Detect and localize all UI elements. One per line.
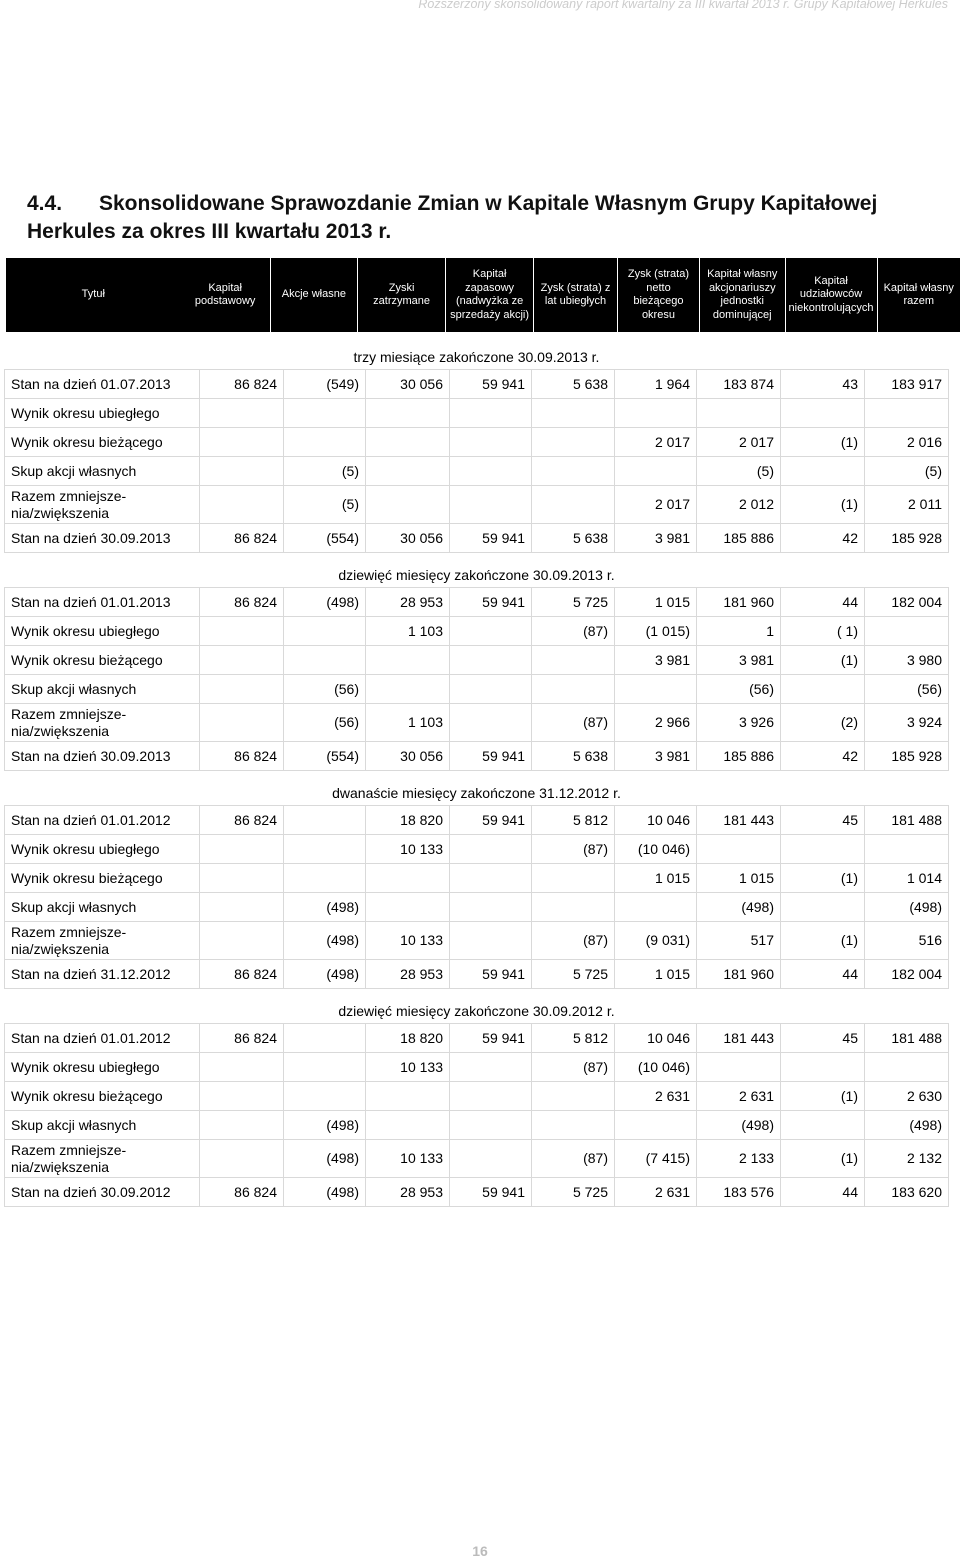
table-cell: 86 824 <box>200 960 284 989</box>
row-label: Skup akcji własnych <box>5 1111 200 1140</box>
table-cell <box>450 617 532 646</box>
row-label: Stan na dzień 30.09.2013 <box>5 524 200 553</box>
column-header-10: Kapitał własny razem <box>877 258 960 332</box>
section-title-text: Skonsolidowane Sprawozdanie Zmian w Kapitale Własnym Grupy Kapitałowej Herkules za okres III kwartału 2013 r. <box>27 192 878 243</box>
period-caption-row <box>5 553 949 588</box>
table-cell <box>781 835 865 864</box>
table-cell: (5) <box>697 457 781 486</box>
table-cell <box>450 864 532 893</box>
table-cell: 1 015 <box>615 864 697 893</box>
row-label: Wynik okresu bieżącego <box>5 864 200 893</box>
table-cell: (1) <box>781 1082 865 1111</box>
table-cell: 42 <box>781 742 865 771</box>
table-cell: 5 812 <box>532 1024 615 1053</box>
table-cell: 1 964 <box>615 370 697 399</box>
table-cell <box>284 399 366 428</box>
table-cell: 18 820 <box>366 806 450 835</box>
table-cell: 28 953 <box>366 960 450 989</box>
table-cell <box>200 864 284 893</box>
row-label: Stan na dzień 01.01.2012 <box>5 806 200 835</box>
row-label: Skup akcji własnych <box>5 893 200 922</box>
table-cell: 181 960 <box>697 960 781 989</box>
table-cell: 10 046 <box>615 1024 697 1053</box>
table-cell <box>284 806 366 835</box>
table-cell <box>697 399 781 428</box>
table-cell <box>450 399 532 428</box>
table-cell: 2 017 <box>697 428 781 457</box>
table-cell: (498) <box>697 1111 781 1140</box>
table-cell: 183 917 <box>865 370 949 399</box>
column-header-row <box>6 258 960 332</box>
row-label: Wynik okresu ubiegłego <box>5 399 200 428</box>
table-cell: 10 133 <box>366 835 450 864</box>
table-cell: 5 725 <box>532 1178 615 1207</box>
table-cell <box>532 1111 615 1140</box>
table-cell <box>450 675 532 704</box>
table-cell: (498) <box>284 922 366 960</box>
equity-changes-table <box>4 335 949 1207</box>
period-caption: dwanaście miesięcy zakończone 31.12.2012 r. <box>332 785 621 801</box>
table-cell: 2 011 <box>865 486 949 524</box>
table-cell: 59 941 <box>450 806 532 835</box>
table-cell <box>200 835 284 864</box>
table-cell: (10 046) <box>615 1053 697 1082</box>
row-label: Skup akcji własnych <box>5 457 200 486</box>
period-caption-row <box>5 989 949 1024</box>
table-cell: (56) <box>697 675 781 704</box>
table-cell <box>366 1111 450 1140</box>
table-cell: (1) <box>781 428 865 457</box>
table-cell: 185 928 <box>865 742 949 771</box>
table-cell: 10 133 <box>366 1140 450 1178</box>
table-row <box>5 617 949 646</box>
column-header-2: Kapitał podstawowy <box>181 258 271 332</box>
table-cell: 44 <box>781 960 865 989</box>
column-header-1: Tytuł <box>6 258 181 332</box>
running-header: Rozszerzony skonsolidowany raport kwartalny za III kwartał 2013 r. Grupy Kapitałowej Herkules <box>418 0 948 11</box>
table-cell: 2 017 <box>615 486 697 524</box>
table-cell <box>532 864 615 893</box>
table-cell: 86 824 <box>200 1024 284 1053</box>
table-cell <box>615 399 697 428</box>
table-row <box>5 1140 949 1178</box>
table-cell <box>200 646 284 675</box>
table-cell: (87) <box>532 1140 615 1178</box>
table-cell <box>366 486 450 524</box>
table-cell <box>284 646 366 675</box>
table-cell: (554) <box>284 524 366 553</box>
table-cell: 1 103 <box>366 704 450 742</box>
table-cell: 185 886 <box>697 524 781 553</box>
table-cell <box>450 428 532 457</box>
table-row <box>5 893 949 922</box>
table-cell: ( 1) <box>781 617 865 646</box>
table-row <box>5 370 949 399</box>
table-cell: 182 004 <box>865 960 949 989</box>
table-cell <box>615 457 697 486</box>
table-cell: 45 <box>781 806 865 835</box>
table-cell <box>781 893 865 922</box>
table-cell: 5 725 <box>532 960 615 989</box>
table-row <box>5 864 949 893</box>
table-cell <box>450 486 532 524</box>
table-cell: (549) <box>284 370 366 399</box>
table-cell: 2 630 <box>865 1082 949 1111</box>
table-cell: 181 960 <box>697 588 781 617</box>
table-cell: 517 <box>697 922 781 960</box>
row-label: Stan na dzień 31.12.2012 <box>5 960 200 989</box>
table-cell <box>697 1053 781 1082</box>
row-label: Razem zmniejsze- nia/zwiększenia <box>5 486 200 524</box>
table-cell <box>865 617 949 646</box>
table-cell: 30 056 <box>366 524 450 553</box>
table-cell <box>865 399 949 428</box>
table-cell <box>532 675 615 704</box>
row-label: Stan na dzień 30.09.2013 <box>5 742 200 771</box>
table-cell: (498) <box>865 893 949 922</box>
column-header-4: Zyski zatrzymane <box>358 258 446 332</box>
table-cell: 5 638 <box>532 742 615 771</box>
table-cell: 181 443 <box>697 1024 781 1053</box>
table-cell: 3 980 <box>865 646 949 675</box>
table-cell <box>366 399 450 428</box>
table-cell: (5) <box>865 457 949 486</box>
table-cell <box>450 893 532 922</box>
table-cell <box>532 457 615 486</box>
table-cell <box>781 675 865 704</box>
table-cell: 3 926 <box>697 704 781 742</box>
table-cell <box>200 428 284 457</box>
table-cell <box>781 1053 865 1082</box>
table-cell: (498) <box>284 960 366 989</box>
column-header-3: Akcje własne <box>270 258 357 332</box>
table-row <box>5 806 949 835</box>
table-cell: (87) <box>532 835 615 864</box>
table-row <box>5 1053 949 1082</box>
table-cell <box>781 457 865 486</box>
column-header-6: Zysk (strata) z lat ubiegłych <box>534 258 618 332</box>
table-cell <box>615 1111 697 1140</box>
table-cell: 1 <box>697 617 781 646</box>
table-cell <box>450 1140 532 1178</box>
row-label: Wynik okresu ubiegłego <box>5 617 200 646</box>
table-cell: 86 824 <box>200 806 284 835</box>
table-cell <box>200 1053 284 1082</box>
table-cell: 182 004 <box>865 588 949 617</box>
table-cell: 1 015 <box>615 588 697 617</box>
table-cell: 181 488 <box>865 1024 949 1053</box>
table-cell: 3 981 <box>615 646 697 675</box>
table-cell <box>366 457 450 486</box>
table-row <box>5 1082 949 1111</box>
table-cell <box>366 675 450 704</box>
table-row <box>5 1178 949 1207</box>
table-cell: 59 941 <box>450 742 532 771</box>
table-cell <box>284 1024 366 1053</box>
table-cell: (87) <box>532 1053 615 1082</box>
table-cell: (1) <box>781 864 865 893</box>
row-label: Wynik okresu bieżącego <box>5 646 200 675</box>
table-cell <box>450 922 532 960</box>
row-label: Razem zmniejsze- nia/zwiększenia <box>5 1140 200 1178</box>
table-cell <box>532 893 615 922</box>
table-cell: (5) <box>284 486 366 524</box>
table-row <box>5 457 949 486</box>
table-cell <box>450 646 532 675</box>
table-row <box>5 960 949 989</box>
table-row <box>5 835 949 864</box>
table-cell: 185 928 <box>865 524 949 553</box>
table-cell: 185 886 <box>697 742 781 771</box>
table-cell: 86 824 <box>200 370 284 399</box>
table-cell: 30 056 <box>366 370 450 399</box>
table-cell <box>865 835 949 864</box>
table-cell <box>284 1082 366 1111</box>
table-cell: (1) <box>781 646 865 675</box>
table-cell: 5 638 <box>532 524 615 553</box>
table-cell: (87) <box>532 617 615 646</box>
table-cell <box>532 486 615 524</box>
table-cell: 45 <box>781 1024 865 1053</box>
table-cell: (498) <box>284 1140 366 1178</box>
table-cell: (1) <box>781 1140 865 1178</box>
row-label: Wynik okresu ubiegłego <box>5 835 200 864</box>
table-row <box>5 646 949 675</box>
table-row <box>5 399 949 428</box>
table-cell: 2 966 <box>615 704 697 742</box>
table-cell: (498) <box>697 893 781 922</box>
period-caption-row <box>5 335 949 370</box>
table-row <box>5 588 949 617</box>
table-cell <box>200 675 284 704</box>
table-cell <box>450 1082 532 1111</box>
table-cell: 5 725 <box>532 588 615 617</box>
table-cell: (554) <box>284 742 366 771</box>
table-cell <box>284 864 366 893</box>
table-cell: 2 017 <box>615 428 697 457</box>
table-cell: 5 812 <box>532 806 615 835</box>
period-caption: dziewięć miesięcy zakończone 30.09.2013 r. <box>338 567 615 583</box>
row-label: Wynik okresu ubiegłego <box>5 1053 200 1082</box>
column-header-7: Zysk (strata) netto bieżącego okresu <box>617 258 699 332</box>
table-cell: 1 015 <box>615 960 697 989</box>
row-label: Razem zmniejsze- nia/zwiększenia <box>5 704 200 742</box>
table-cell <box>200 1111 284 1140</box>
table-cell <box>532 646 615 675</box>
table-cell <box>200 704 284 742</box>
table-cell: (87) <box>532 704 615 742</box>
table-cell: 28 953 <box>366 1178 450 1207</box>
table-cell: 5 638 <box>532 370 615 399</box>
table-cell <box>366 893 450 922</box>
table-cell: (87) <box>532 922 615 960</box>
table-cell: (498) <box>284 588 366 617</box>
table-cell <box>450 835 532 864</box>
table-cell <box>450 1111 532 1140</box>
table-cell: (1) <box>781 922 865 960</box>
table-row <box>5 524 949 553</box>
table-cell <box>200 617 284 646</box>
table-cell: 59 941 <box>450 370 532 399</box>
table-cell <box>366 646 450 675</box>
table-cell: (56) <box>284 704 366 742</box>
table-cell: 86 824 <box>200 1178 284 1207</box>
page-number: 16 <box>472 1543 488 1559</box>
table-cell: 2 631 <box>615 1178 697 1207</box>
table-cell: 183 576 <box>697 1178 781 1207</box>
table-cell: (1 015) <box>615 617 697 646</box>
table-cell: 183 620 <box>865 1178 949 1207</box>
table-cell: 3 981 <box>697 646 781 675</box>
table-cell: (56) <box>865 675 949 704</box>
table-cell: (2) <box>781 704 865 742</box>
period-caption: trzy miesiące zakończone 30.09.2013 r. <box>353 349 600 365</box>
table-cell: 2 631 <box>697 1082 781 1111</box>
table-cell: 2 133 <box>697 1140 781 1178</box>
table-cell: 44 <box>781 1178 865 1207</box>
table-row <box>5 1024 949 1053</box>
row-label: Stan na dzień 30.09.2012 <box>5 1178 200 1207</box>
table-cell <box>284 617 366 646</box>
table-cell <box>697 835 781 864</box>
row-label: Stan na dzień 01.01.2012 <box>5 1024 200 1053</box>
table-cell: 2 631 <box>615 1082 697 1111</box>
row-label: Stan na dzień 01.07.2013 <box>5 370 200 399</box>
table-cell <box>200 922 284 960</box>
table-row <box>5 1111 949 1140</box>
table-cell: (498) <box>865 1111 949 1140</box>
table-cell: 2 132 <box>865 1140 949 1178</box>
table-cell: 44 <box>781 588 865 617</box>
table-cell: 86 824 <box>200 742 284 771</box>
column-header-9: Kapitał udziałowców niekontrolujących <box>785 258 877 332</box>
table-cell <box>200 486 284 524</box>
table-cell: (9 031) <box>615 922 697 960</box>
period-caption-row <box>5 771 949 806</box>
table-cell <box>450 457 532 486</box>
table-cell: 86 824 <box>200 524 284 553</box>
table-cell: 516 <box>865 922 949 960</box>
table-cell <box>450 1053 532 1082</box>
table-cell <box>865 1053 949 1082</box>
table-cell: (7 415) <box>615 1140 697 1178</box>
table-cell <box>450 704 532 742</box>
table-cell <box>366 428 450 457</box>
table-cell: (498) <box>284 893 366 922</box>
table-cell: 18 820 <box>366 1024 450 1053</box>
table-cell: 3 924 <box>865 704 949 742</box>
table-cell <box>284 835 366 864</box>
table-cell: 183 874 <box>697 370 781 399</box>
table-cell: (10 046) <box>615 835 697 864</box>
period-caption: dziewięć miesięcy zakończone 30.09.2012 r. <box>338 1003 615 1019</box>
table-cell: 43 <box>781 370 865 399</box>
table-cell: 59 941 <box>450 524 532 553</box>
column-header-5: Kapitał zapasowy (nadwyżka ze sprzedaży akcji) <box>446 258 534 332</box>
table-cell <box>200 1082 284 1111</box>
table-cell: 2 012 <box>697 486 781 524</box>
table-cell: (498) <box>284 1111 366 1140</box>
table-cell: 59 941 <box>450 588 532 617</box>
table-cell: 59 941 <box>450 1024 532 1053</box>
table-cell <box>615 675 697 704</box>
table-cell: 3 981 <box>615 524 697 553</box>
table-cell <box>200 399 284 428</box>
table-row <box>5 428 949 457</box>
table-cell: 28 953 <box>366 588 450 617</box>
table-cell: 10 133 <box>366 922 450 960</box>
table-cell: 10 133 <box>366 1053 450 1082</box>
table-cell: (1) <box>781 486 865 524</box>
table-cell: 1 014 <box>865 864 949 893</box>
row-label: Stan na dzień 01.01.2013 <box>5 588 200 617</box>
table-row <box>5 675 949 704</box>
table-cell <box>532 399 615 428</box>
table-cell: 1 015 <box>697 864 781 893</box>
table-cell: (56) <box>284 675 366 704</box>
table-row <box>5 742 949 771</box>
table-cell <box>200 893 284 922</box>
table-cell <box>200 1140 284 1178</box>
table-row <box>5 922 949 960</box>
table-cell: 1 103 <box>366 617 450 646</box>
table-cell <box>284 1053 366 1082</box>
table-cell <box>615 893 697 922</box>
table-row <box>5 704 949 742</box>
table-cell <box>781 399 865 428</box>
table-cell <box>366 1082 450 1111</box>
table-cell: 59 941 <box>450 960 532 989</box>
table-cell <box>781 1111 865 1140</box>
row-label: Razem zmniejsze- nia/zwiększenia <box>5 922 200 960</box>
table-cell: 3 981 <box>615 742 697 771</box>
row-label: Wynik okresu bieżącego <box>5 1082 200 1111</box>
row-label: Skup akcji własnych <box>5 675 200 704</box>
table-row <box>5 486 949 524</box>
column-header-8: Kapitał własny akcjonariuszy jednostki dominującej <box>699 258 785 332</box>
table-cell: 181 443 <box>697 806 781 835</box>
section-number: 4.4. <box>27 192 63 215</box>
table-cell: (498) <box>284 1178 366 1207</box>
row-label: Wynik okresu bieżącego <box>5 428 200 457</box>
table-cell <box>284 428 366 457</box>
table-cell: 42 <box>781 524 865 553</box>
table-cell <box>200 457 284 486</box>
table-cell: (5) <box>284 457 366 486</box>
table-cell: 59 941 <box>450 1178 532 1207</box>
table-cell <box>532 428 615 457</box>
table-cell: 30 056 <box>366 742 450 771</box>
table-cell: 86 824 <box>200 588 284 617</box>
section-title <box>27 190 947 246</box>
table-cell: 10 046 <box>615 806 697 835</box>
table-cell <box>366 864 450 893</box>
table-cell <box>532 1082 615 1111</box>
table-cell: 2 016 <box>865 428 949 457</box>
table-cell: 181 488 <box>865 806 949 835</box>
